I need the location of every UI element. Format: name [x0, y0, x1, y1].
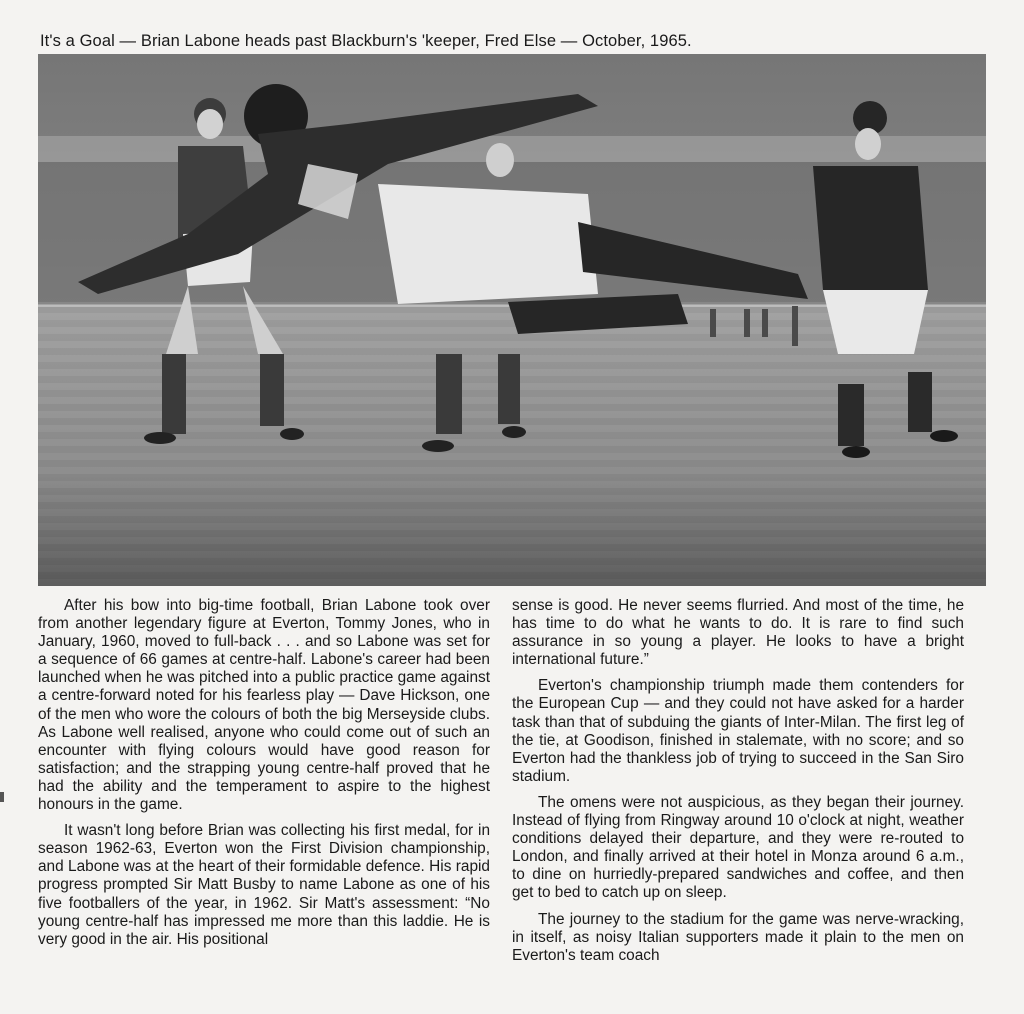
page-edge-mark: [0, 792, 4, 802]
article-paragraph: After his bow into big-time football, Brian Labone took over from another legendary figure at Everton, Tommy Jones, who in January, 1960, moved to full-back . . . and so Labone was set for a sequence of 66 games at centre-half. Labone's career had been launched when he was pitched into a public practice game against a centre-forward noted for his fearless play — Dave Hickson, one of the men who wore the colours of both the big Merseyside clubs. As Labone well realised, anyone who could come out of such an encounter with flying colours would have good reason for satisfaction; and the strapping young centre-half proved that he had the ability and the temperament to aspire to the highest honours in the game.: [38, 597, 490, 814]
article-paragraph: The omens were not auspicious, as they began their journey. Instead of flying from Ringway around 10 o'clock at night, weather conditions delayed their departure, and they were re-routed to London, and finally arrived at their hotel in Monza around 6 a.m., to dine on hurriedly-prepared sandwiches and coffee, and then get to bed to catch up on sleep.: [512, 793, 964, 902]
article-paragraph: It wasn't long before Brian was collecting his first medal, for in season 1962-63, Everton won the First Division championship, and Labone was at the heart of their formidable defence. His rapid progress prompted Sir Matt Busby to name Labone as one of his five footballers of the year, in 1962. Sir Matt's assessment: “No young centre-half has impressed me more than this laddie. He is very good in the air. His positional: [38, 822, 490, 948]
photo-caption: It's a Goal — Brian Labone heads past Blackburn's 'keeper, Fred Else — October, 1965.: [40, 32, 692, 50]
article-paragraph: The journey to the stadium for the game was nerve-wracking, in itself, as noisy Italian supporters made it plain to the men on Everton's team coach: [512, 910, 964, 964]
article-right-column: [512, 597, 964, 973]
article-left-column: [38, 597, 490, 957]
article-paragraph: sense is good. He never seems flurried. And most of the time, he has time to do what he wants to do. It is rare to find such assurance in so young a player. He looks to have a bright international future.”: [512, 597, 964, 669]
article-paragraph: Everton's championship triumph made them contenders for the European Cup — and they could not have asked for a harder task than that of subduing the giants of Inter-Milan. The first leg of the tie, at Goodison, finished in stalemate, with no score; and so Everton had the thankless job of trying to succeed in the San Siro stadium.: [512, 677, 964, 785]
match-photograph: [38, 54, 986, 586]
